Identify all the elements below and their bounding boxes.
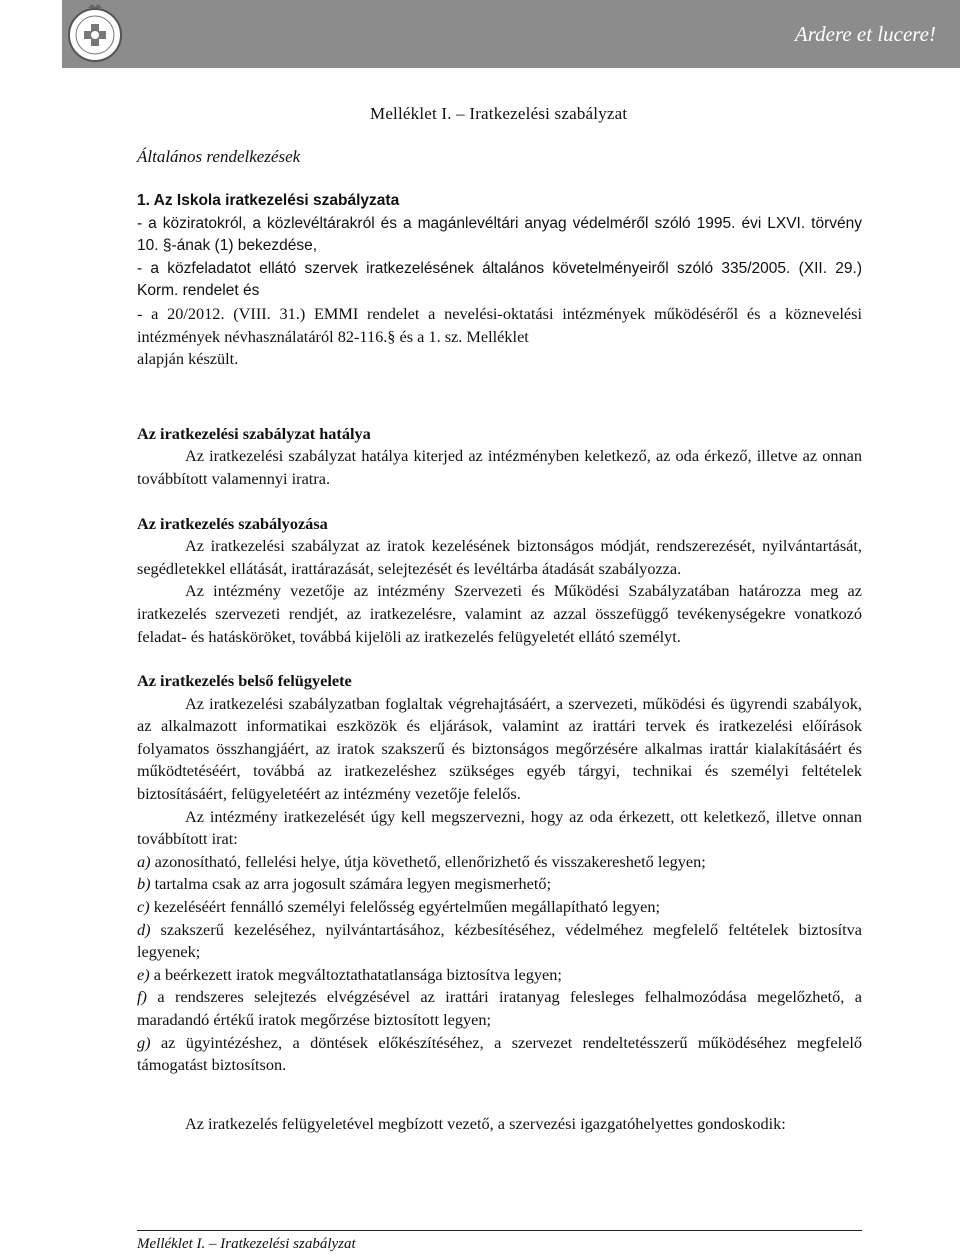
annex-name: Iratkezelési szabályzat — [469, 104, 628, 123]
list-item — [137, 964, 862, 987]
list-item-text: a rendszeres selejtezés elvégzésével az irattári iratanyag felesleges felhalmozódása megelőzhető, a maradandó értékű iratok megőrzése biztosított legyen; — [137, 987, 862, 1029]
list-item — [137, 873, 862, 896]
annex-separator: – — [451, 104, 470, 123]
list-item-letter: a) — [137, 851, 151, 871]
supervision-paragraph: Az intézmény iratkezelését úgy kell megszervezni, hogy az oda érkezett, ott keletkező, illetve onnan továbbított irat: — [137, 806, 862, 849]
regulation-paragraph: Az intézmény vezetője az intézmény Szervezeti és Működési Szabályzatában határozza meg az iratkezelés szervezeti rendjét, az iratkezelésre, valamint az azzal összefüggő tevékenységekre vonatkozó feladat- és hatásköröket, továbbá kijelöli az iratkezelés felügyeletét ellátó személyt. — [137, 581, 862, 646]
scope-heading: Az iratkezelési szabályzat hatálya — [137, 423, 371, 443]
list-item-letter: d) — [137, 919, 151, 939]
list-item — [137, 986, 862, 1031]
list-item-text: azonosítható, fellelési helye, útja követhető, ellenőrizhető és visszakereshető legyen; — [150, 851, 706, 871]
list-item-letter: c) — [137, 897, 150, 917]
section-1 — [137, 190, 862, 303]
list-item-text: az ügyintézéshez, a döntések előkészítéséhez, a szervezet rendeltetésszerű működéséhez megfelelő támogatást biztosítson. — [137, 1032, 862, 1075]
list-item-letter: e) — [137, 964, 150, 984]
annex-title — [370, 104, 627, 124]
list-item-text: a beérkezett iratok megváltoztathatatlansága biztosítva legyen; — [149, 964, 562, 984]
annex-prefix: Melléklet I. — [370, 104, 452, 123]
list-item-letter: f) — [137, 987, 147, 1007]
list-item-letter: g) — [137, 1032, 151, 1052]
legal-basis-line: - a közfeladatot ellátó szervek iratkezelésének általános követelményeiről szóló 335/2005. (XII. 29.) Korm. rendelet és — [137, 259, 862, 300]
list-item-letter: b) — [137, 874, 151, 894]
supervision-heading: Az iratkezelés belső felügyelete — [137, 671, 352, 691]
list-item — [137, 896, 862, 919]
list-item — [137, 919, 862, 964]
list-item — [137, 851, 862, 874]
legal-basis-closing: alapján készült. — [137, 349, 239, 369]
legal-basis-line: - a 20/2012. (VIII. 31.) EMMI rendelet a nevelési-oktatási intézmények működéséről és a köznevelési intézmények névhasználatáról 82-116.§ és a 1. sz. Melléklet — [137, 303, 862, 346]
regulation-paragraph: Az iratkezelési szabályzat az iratok kezelésének biztonságos módját, rendszerezését, nyilvántartását, segédletekkel ellátását, irattárazását, selejtezését és levéltárba átadását szabályozza. — [137, 536, 862, 578]
header-bar — [62, 0, 960, 68]
general-heading: Általános rendelkezések — [137, 147, 301, 166]
section-1-heading: 1. Az Iskola iratkezelési szabályzata — [137, 192, 400, 209]
document-body — [137, 190, 862, 1135]
supervision-paragraph: Az iratkezelési szabályzatban foglaltak végrehajtásáért, a szervezeti, működési és ügyrendi szabályok, az alkalmazott informatikai eszközök és eljárások, valamint az irattári tervek és iratkezelési előírások folyamatos összhangjáért, az iratok szakszerű és biztonságos megőrzésére alkalmas irattár kialakításáért és működtetéséért, továbbá az iratkezeléshez szükséges egyéb tárgyi, technikai és személyi feltételek biztosításáért, felügyeletéért az intézmény vezetője felelős. — [137, 693, 862, 804]
list-item-text: tartalma csak az arra jogosult számára legyen megismerhető; — [150, 874, 552, 894]
supervision-closing: Az iratkezelés felügyeletével megbízott vezető, a szervezési igazgatóhelyettes gondoskodik: — [185, 1113, 786, 1133]
footer-divider — [137, 1230, 862, 1231]
motto: Ardere et lucere! — [794, 22, 936, 46]
school-crest-icon — [64, 2, 126, 64]
page-footer: Melléklet I. – Iratkezelési szabályzat — [137, 1236, 356, 1252]
regulation-heading: Az iratkezelés szabályozása — [137, 513, 328, 533]
list-item-text: kezeléséért fennálló személyi felelősség egyértelműen megállapítható legyen; — [149, 897, 661, 917]
list-item — [137, 1032, 862, 1077]
list-item-text: szakszerű kezeléséhez, nyilvántartásához, kézbesítéséhez, védelméhez megfelelő feltételek biztosítva legyenek; — [137, 919, 862, 962]
scope-text: Az iratkezelési szabályzat hatálya kiterjed az intézményben keletkező, az oda érkező, illetve az onnan továbbított valamennyi iratra. — [137, 446, 862, 488]
legal-basis-line: - a köziratokról, a közlevéltárakról és a magánlevéltári anyag védelméről szóló 1995. évi LXVI. törvény 10. §-ának (1) bekezdése, — [137, 214, 862, 255]
